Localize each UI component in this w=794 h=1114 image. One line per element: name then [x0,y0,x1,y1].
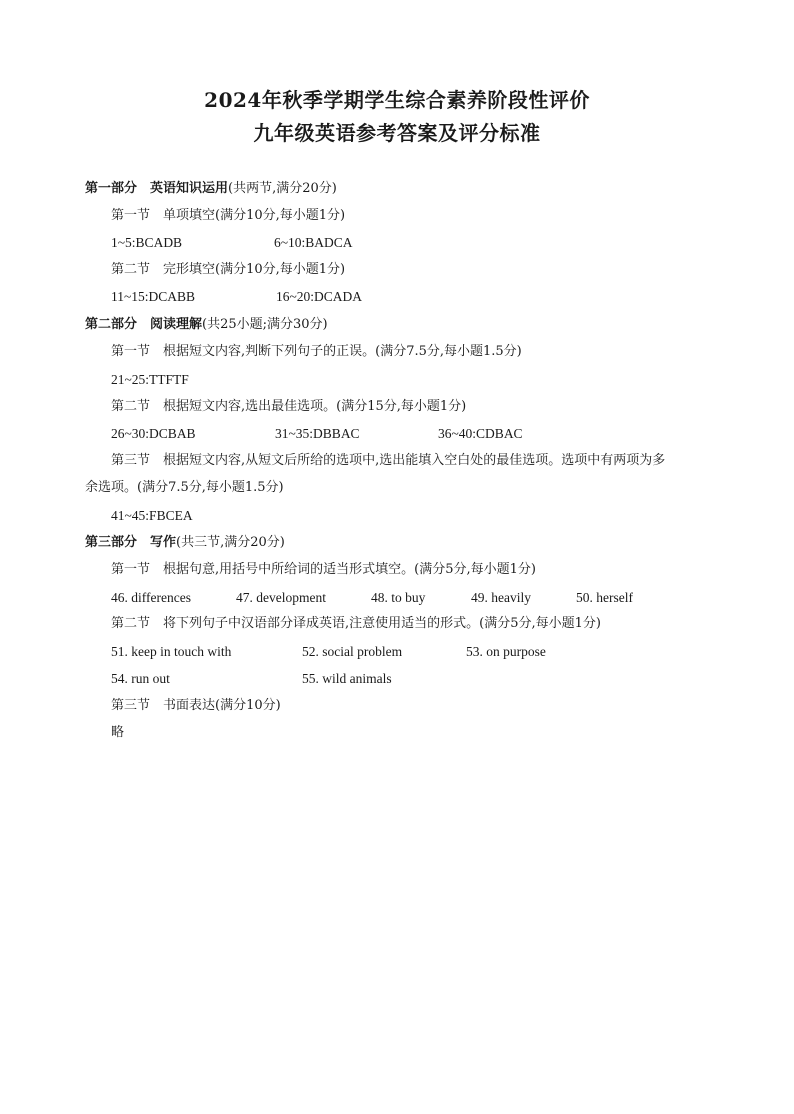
part3-section3-title: 第三节 书面表达(满分10分) [111,698,281,713]
answer-group: 16~20:DCADA [276,289,363,304]
answer-item: 47. development [236,590,326,605]
part1-heading [85,180,337,198]
answer-group: 41~45:FBCEA [111,508,193,523]
answer-group: 11~15:DCABB [111,289,196,304]
answer-item: 46. differences [111,590,191,605]
part1-section1-title: 第一节 单项填空(满分10分,每小题1分) [111,208,346,223]
part2-note: (共25小题;满分30分) [202,317,328,332]
answer-item: 50. herself [576,590,633,605]
answer-group: 36~40:CDBAC [438,426,523,441]
answer-group: 21~25:TTFTF [111,372,189,387]
part2-heading [85,316,328,334]
part2-title: 第二部分 阅读理解 [85,317,203,332]
part2-section3-title: 第三节 根据短文内容,从短文后所给的选项中,选出能填入空白处的最佳选项。选项中有两项为多 [111,453,666,468]
answer-group: 31~35:DBBAC [275,426,360,441]
part3-section3-answer: 略 [111,725,125,740]
answer-item: 48. to buy [371,590,426,605]
page-title: 2024年秋季学期学生综合素养阶段性评价 [204,88,590,112]
answer-item: 51. keep in touch with [111,644,232,659]
part3-section1-title: 第一节 根据句意,用括号中所给词的适当形式填空。(满分5分,每小题1分) [111,562,536,577]
part2-section3-answers [111,507,193,525]
part2-section3-title-continued: 余选项。(满分7.5分,每小题1.5分) [85,480,284,495]
part3-section2-title: 第二节 将下列句子中汉语部分译成英语,注意使用适当的形式。(满分5分,每小题1分) [111,616,601,631]
answer-item: 49. heavily [471,590,531,605]
part3-title: 第三部分 写作 [85,535,177,550]
part1-note: (共两节,满分20分) [228,181,337,196]
answer-item: 52. social problem [302,644,403,659]
part3-note: (共三节,满分20分) [176,535,285,550]
answer-item: 54. run out [111,671,170,686]
page-subtitle: 九年级英语参考答案及评分标准 [253,121,541,145]
answer-group: 6~10:BADCA [274,235,353,250]
answer-group: 1~5:BCADB [111,235,183,250]
part1-title: 第一部分 英语知识运用 [85,181,229,196]
answer-item: 53. on purpose [466,644,546,659]
part1-section2-title: 第二节 完形填空(满分10分,每小题1分) [111,262,346,277]
part2-section1-answers [111,371,189,389]
answer-group: 26~30:DCBAB [111,426,196,441]
part2-section1-title: 第一节 根据短文内容,判断下列句子的正误。(满分7.5分,每小题1.5分) [111,344,522,359]
part2-section2-title: 第二节 根据短文内容,选出最佳选项。(满分15分,每小题1分) [111,399,467,414]
answer-item: 55. wild animals [302,671,392,686]
part3-heading [85,534,285,552]
